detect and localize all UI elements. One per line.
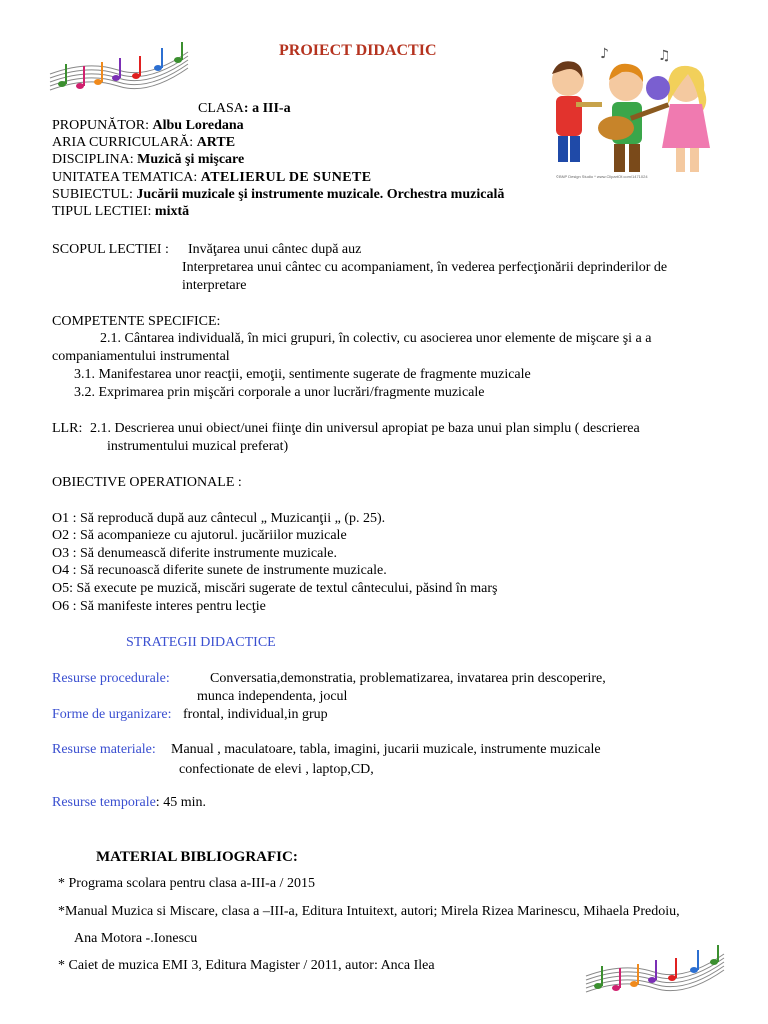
- objective-o2: O2 : Să acompanieze cu ajutorul. jucăriilor muzicale: [52, 528, 347, 543]
- scopul-line-2: Interpretarea unui cântec cu acompaniament, în vederea perfecţionării deprinderilor de: [182, 260, 668, 275]
- bibliografie-item-2: *Manual Muzica si Miscare, clasa a –III-a, Editura Intuitext, autori; Mirela Rizea Marinescu, Mihaela Predoiu,: [58, 904, 680, 919]
- music-notes-icon: [48, 40, 190, 104]
- subiectul-line: SUBIECTUL: Jucării muzicale şi instrumente muzicale. Orchestra muzicală: [52, 187, 505, 202]
- svg-text:♫: ♫: [658, 48, 671, 64]
- llr-label: LLR:: [52, 421, 83, 436]
- objective-o3: O3 : Să denumească diferite instrumente muzicale.: [52, 546, 337, 561]
- strategii-heading: STRATEGII DIDACTICE: [126, 635, 276, 650]
- resurse-temporale-line: Resurse temporale: 45 min.: [52, 795, 206, 810]
- forme-organizare-value: frontal, individual,in grup: [183, 707, 328, 722]
- resurse-materiale-label: Resurse materiale:: [52, 742, 156, 757]
- music-notes-icon-bottom: [584, 944, 726, 1004]
- llr-line-2: instrumentului muzical preferat): [107, 439, 289, 454]
- bibliografie-item-3: * Caiet de muzica EMI 3, Editura Magister / 2011, autor: Anca Ilea: [58, 958, 435, 973]
- clipart-credit: ©BNP Design Studio * www.ClipartOf.com/1471024: [556, 174, 648, 179]
- bibliografie-item-1: * Programa scolara pentru clasa a-III-a / 2015: [58, 876, 315, 891]
- competente-heading: COMPETENTE SPECIFICE:: [52, 314, 221, 329]
- resurse-procedurale-line-1: Conversatia,demonstratia, problematizarea, invatarea prin descoperire,: [210, 671, 606, 686]
- competenta-3-2: 3.2. Exprimarea prin mişcări corporale a unor lucrări/fragmente muzicale: [74, 385, 485, 400]
- propunator-line: PROPUNĂTOR: Albu Loredana: [52, 118, 244, 133]
- resurse-materiale-line-1: Manual , maculatoare, tabla, imagini, jucarii muzicale, instrumente muzicale: [171, 742, 601, 757]
- children-musicians-illustration: [540, 44, 716, 184]
- scopul-label: SCOPUL LECTIEI :: [52, 242, 169, 257]
- disciplina-line: DISCIPLINA: Muzică şi mişcare: [52, 152, 245, 167]
- forme-organizare-label: Forme de urganizare:: [52, 707, 172, 722]
- svg-text:♪: ♪: [600, 46, 609, 62]
- tipul-lectiei-line: TIPUL LECTIEI: mixtă: [52, 204, 190, 219]
- objective-o5: O5: Să execute pe muzică, miscări sugerate de textul cântecului, păsind în marş: [52, 581, 498, 596]
- objective-o6: O6 : Să manifeste interes pentru lecţie: [52, 599, 266, 614]
- resurse-procedurale-line-2: munca independenta, jocul: [197, 689, 348, 704]
- bibliografie-heading: MATERIAL BIBLIOGRAFIC:: [96, 849, 298, 865]
- aria-curriculara-line: ARIA CURRICULARĂ: ARTE: [52, 135, 236, 150]
- bibliografie-item-2-cont: Ana Motora -.Ionescu: [74, 931, 198, 946]
- competenta-3-1: 3.1. Manifestarea unor reacţii, emoţii, sentimente sugerate de fragmente muzicale: [74, 367, 531, 382]
- resurse-materiale-line-2: confectionate de elevi , laptop,CD,: [179, 762, 374, 777]
- obiective-heading: OBIECTIVE OPERATIONALE :: [52, 475, 242, 490]
- objective-o4: O4 : Să recunoască diferite sunete de instrumente muzicale.: [52, 563, 387, 578]
- clasa-line: CLASA: a III-a: [198, 101, 291, 116]
- scopul-line-3: interpretare: [182, 278, 247, 293]
- resurse-procedurale-label: Resurse procedurale:: [52, 671, 170, 686]
- competenta-2-1: 2.1. Cântarea individuală, în mici grupuri, în colectiv, cu asocierea unor elemente de mişcare şi a a: [100, 331, 652, 346]
- llr-line-1: 2.1. Descrierea unui obiect/unei fiinţe din universul apropiat pe baza unui plan simplu ( descrierea: [90, 421, 640, 436]
- competenta-2-1-cont: companiamentului instrumental: [52, 349, 230, 364]
- objective-o1: O1 : Să reproducă după auz cântecul „ Muzicanţii „ (p. 25).: [52, 511, 386, 526]
- page-title: PROIECT DIDACTIC: [279, 42, 437, 59]
- scopul-line-1: Invăţarea unui cântec după auz: [188, 242, 362, 257]
- unitatea-tematica-line: UNITATEA TEMATICA: ATELIERUL DE SUNETE: [52, 170, 372, 185]
